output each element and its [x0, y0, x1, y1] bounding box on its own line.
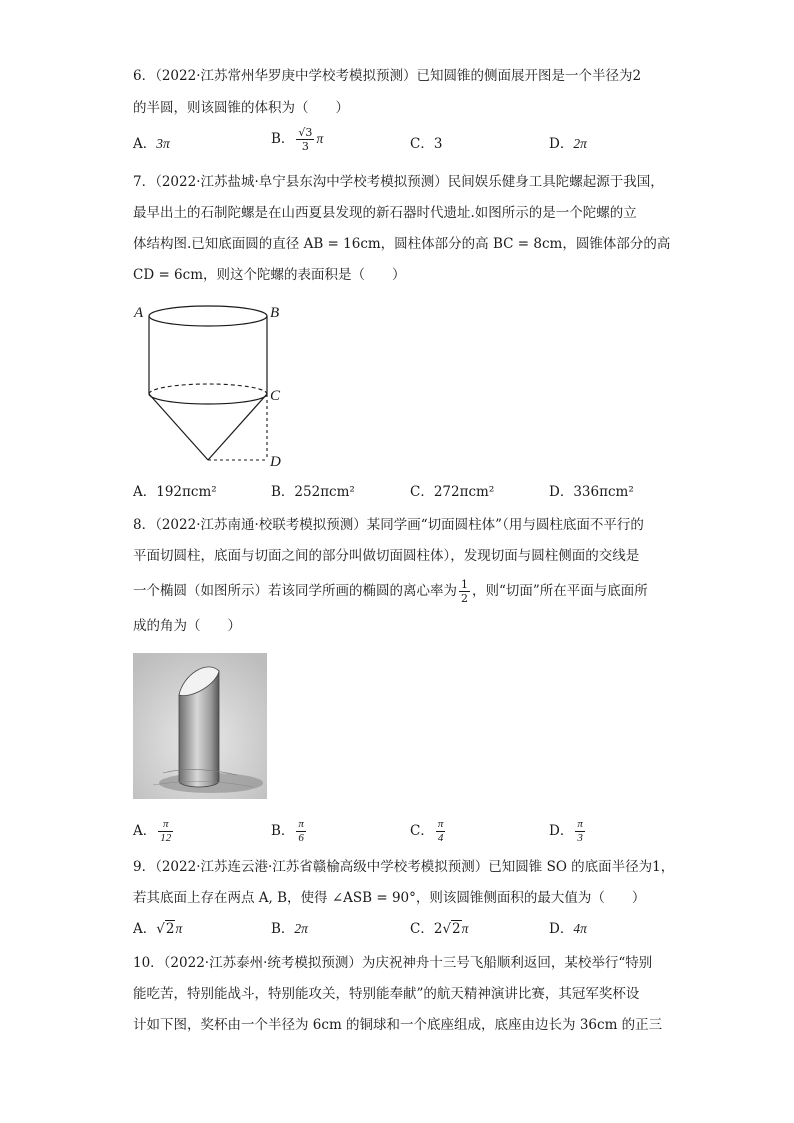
option-value: 2π — [294, 921, 308, 936]
option-value: 336πcm² — [573, 484, 634, 500]
q6-option-a — [133, 134, 170, 154]
option-label: B． — [271, 921, 295, 937]
option-value: 272πcm² — [433, 484, 495, 500]
option-label: C． — [410, 484, 434, 500]
option-label: B． — [271, 484, 295, 500]
pi-symbol: π — [175, 921, 183, 936]
q7-option-c — [410, 482, 494, 502]
option-label: A． — [133, 823, 157, 839]
sqrt-radicand: 2 — [165, 921, 175, 937]
label-d: D — [270, 454, 281, 470]
option-value: 2π — [573, 136, 587, 151]
q9-line-1: 9．（2022·江苏连云港·江苏省赣榆高级中学校考模拟预测）已知圆锥 SO 的底面半径为1， — [133, 859, 675, 875]
q8-line-1: 8．（2022·江苏南通·校联考模拟预测）某同学画“切面圆柱体”（用与圆柱底面不平行的 — [133, 517, 644, 533]
q8-option-a — [133, 818, 175, 845]
pi-symbol: π — [316, 131, 324, 146]
pi-symbol: π — [461, 921, 469, 936]
q9-line-2: 若其底面上存在两点 A, B，使得 ∠ASB = 90°，则该圆锥侧面积的最大值为（ ） — [133, 890, 646, 906]
fraction — [296, 818, 306, 845]
q8-option-b — [271, 818, 308, 845]
eccentricity-fraction — [459, 578, 470, 605]
option-value: 3π — [156, 136, 170, 151]
fraction-numerator: π — [298, 818, 304, 830]
fraction — [575, 818, 585, 845]
fraction-numerator: π — [437, 818, 444, 830]
q6-option-c — [410, 134, 442, 154]
q8-line-3 — [133, 578, 648, 605]
option-label: A． — [133, 136, 157, 152]
option-label: C． — [410, 921, 434, 937]
sqrt-radicand: 2 — [452, 921, 461, 937]
q6-line-2: 的半圆，则该圆锥的体积为（ ） — [133, 100, 349, 116]
fraction-denominator: 4 — [437, 832, 444, 844]
q7-line-2: 最早出土的石制陀螺是在山西夏县发现的新石器时代遗址.如图所示的是一个陀螺的立 — [133, 205, 637, 221]
fraction-denominator: 3 — [577, 832, 583, 844]
q10-line-3: 计如下图，奖杯由一个半径为 6cm 的铜球和一个底座组成，底座由边长为 36cm 的正三 — [133, 1017, 663, 1033]
label-a: A — [134, 305, 144, 321]
q9-option-c: C．2√2π — [410, 921, 469, 937]
q10-line-1: 10．（2022·江苏泰州·统考模拟预测）为庆祝神舟十三号飞船顺利返回，某校举行“特别 — [133, 955, 653, 971]
q7-line-3: 体结构图.已知底面圆的直径 AB = 16cm，圆柱体部分的高 BC = 8cm，圆锥体部分的高 — [133, 236, 671, 252]
fraction-numerator: √3 — [298, 126, 313, 139]
q9-option-a: A．√2π — [133, 921, 183, 937]
option-label: D． — [549, 921, 574, 937]
option-value: 192πcm² — [156, 484, 217, 500]
q8-option-c — [410, 818, 447, 845]
option-value: 3 — [433, 136, 443, 152]
option-label: B． — [271, 823, 295, 839]
q7-option-a — [133, 482, 217, 502]
q8-option-d — [549, 818, 587, 845]
q6-option-b — [271, 126, 323, 153]
fraction-denominator: 6 — [298, 832, 304, 844]
q7-option-b — [271, 482, 355, 502]
q6-line-1: 6．（2022·江苏常州华罗庚中学校考模拟预测）已知圆锥的侧面展开图是一个半径为2 — [133, 68, 642, 84]
fraction-denominator: 2 — [461, 592, 468, 605]
coefficient: 2 — [433, 921, 443, 937]
fraction — [296, 126, 314, 153]
fraction — [158, 818, 173, 845]
option-label: D． — [549, 823, 574, 839]
q9-option-d — [549, 919, 587, 939]
fraction-denominator: 12 — [160, 832, 172, 844]
q7-option-d — [549, 482, 634, 502]
fraction-denominator: 3 — [301, 140, 309, 153]
option-label: C． — [410, 823, 434, 839]
option-value: 252πcm² — [294, 484, 355, 500]
option-label: D． — [549, 136, 574, 152]
fraction-numerator: π — [577, 818, 583, 830]
q8-line-3-end: ，则“切面”所在平面与底面所 — [472, 583, 648, 599]
fraction — [436, 818, 446, 845]
q8-line-3-start: 一个椭圆（如图所示）若该同学所画的椭圆的离心率为 — [133, 583, 457, 599]
q7-line-4: CD = 6cm，则这个陀螺的表面积是（ ） — [133, 267, 406, 283]
option-label: B． — [271, 131, 295, 147]
q7-line-1: 7．（2022·江苏盐城·阜宁县东沟中学校考模拟预测）民间娱乐健身工具陀螺起源于我国， — [133, 174, 664, 190]
q10-line-2: 能吃苦，特别能战斗，特别能攻关，特别能奉献”的航天精神演讲比赛，其冠军奖杯设 — [133, 986, 640, 1002]
q6-option-d — [549, 134, 587, 154]
label-b: B — [270, 305, 280, 321]
option-label: A． — [133, 921, 157, 937]
cut-cylinder-sketch — [133, 653, 267, 799]
option-label: A． — [133, 484, 157, 500]
q9-option-b — [271, 919, 308, 939]
label-c: C — [270, 388, 281, 404]
q8-line-2: 平面切圆柱，底面与切面之间的部分叫做切面圆柱体），发现切面与圆柱侧面的交线是 — [133, 548, 640, 564]
option-label: D． — [549, 484, 574, 500]
fraction-numerator: π — [158, 818, 173, 832]
option-value: 4π — [573, 921, 587, 936]
option-label: C． — [410, 136, 434, 152]
spinning-top-figure — [130, 296, 290, 471]
q8-line-4: 成的角为（ ） — [133, 618, 241, 634]
fraction-numerator: 1 — [461, 578, 468, 591]
